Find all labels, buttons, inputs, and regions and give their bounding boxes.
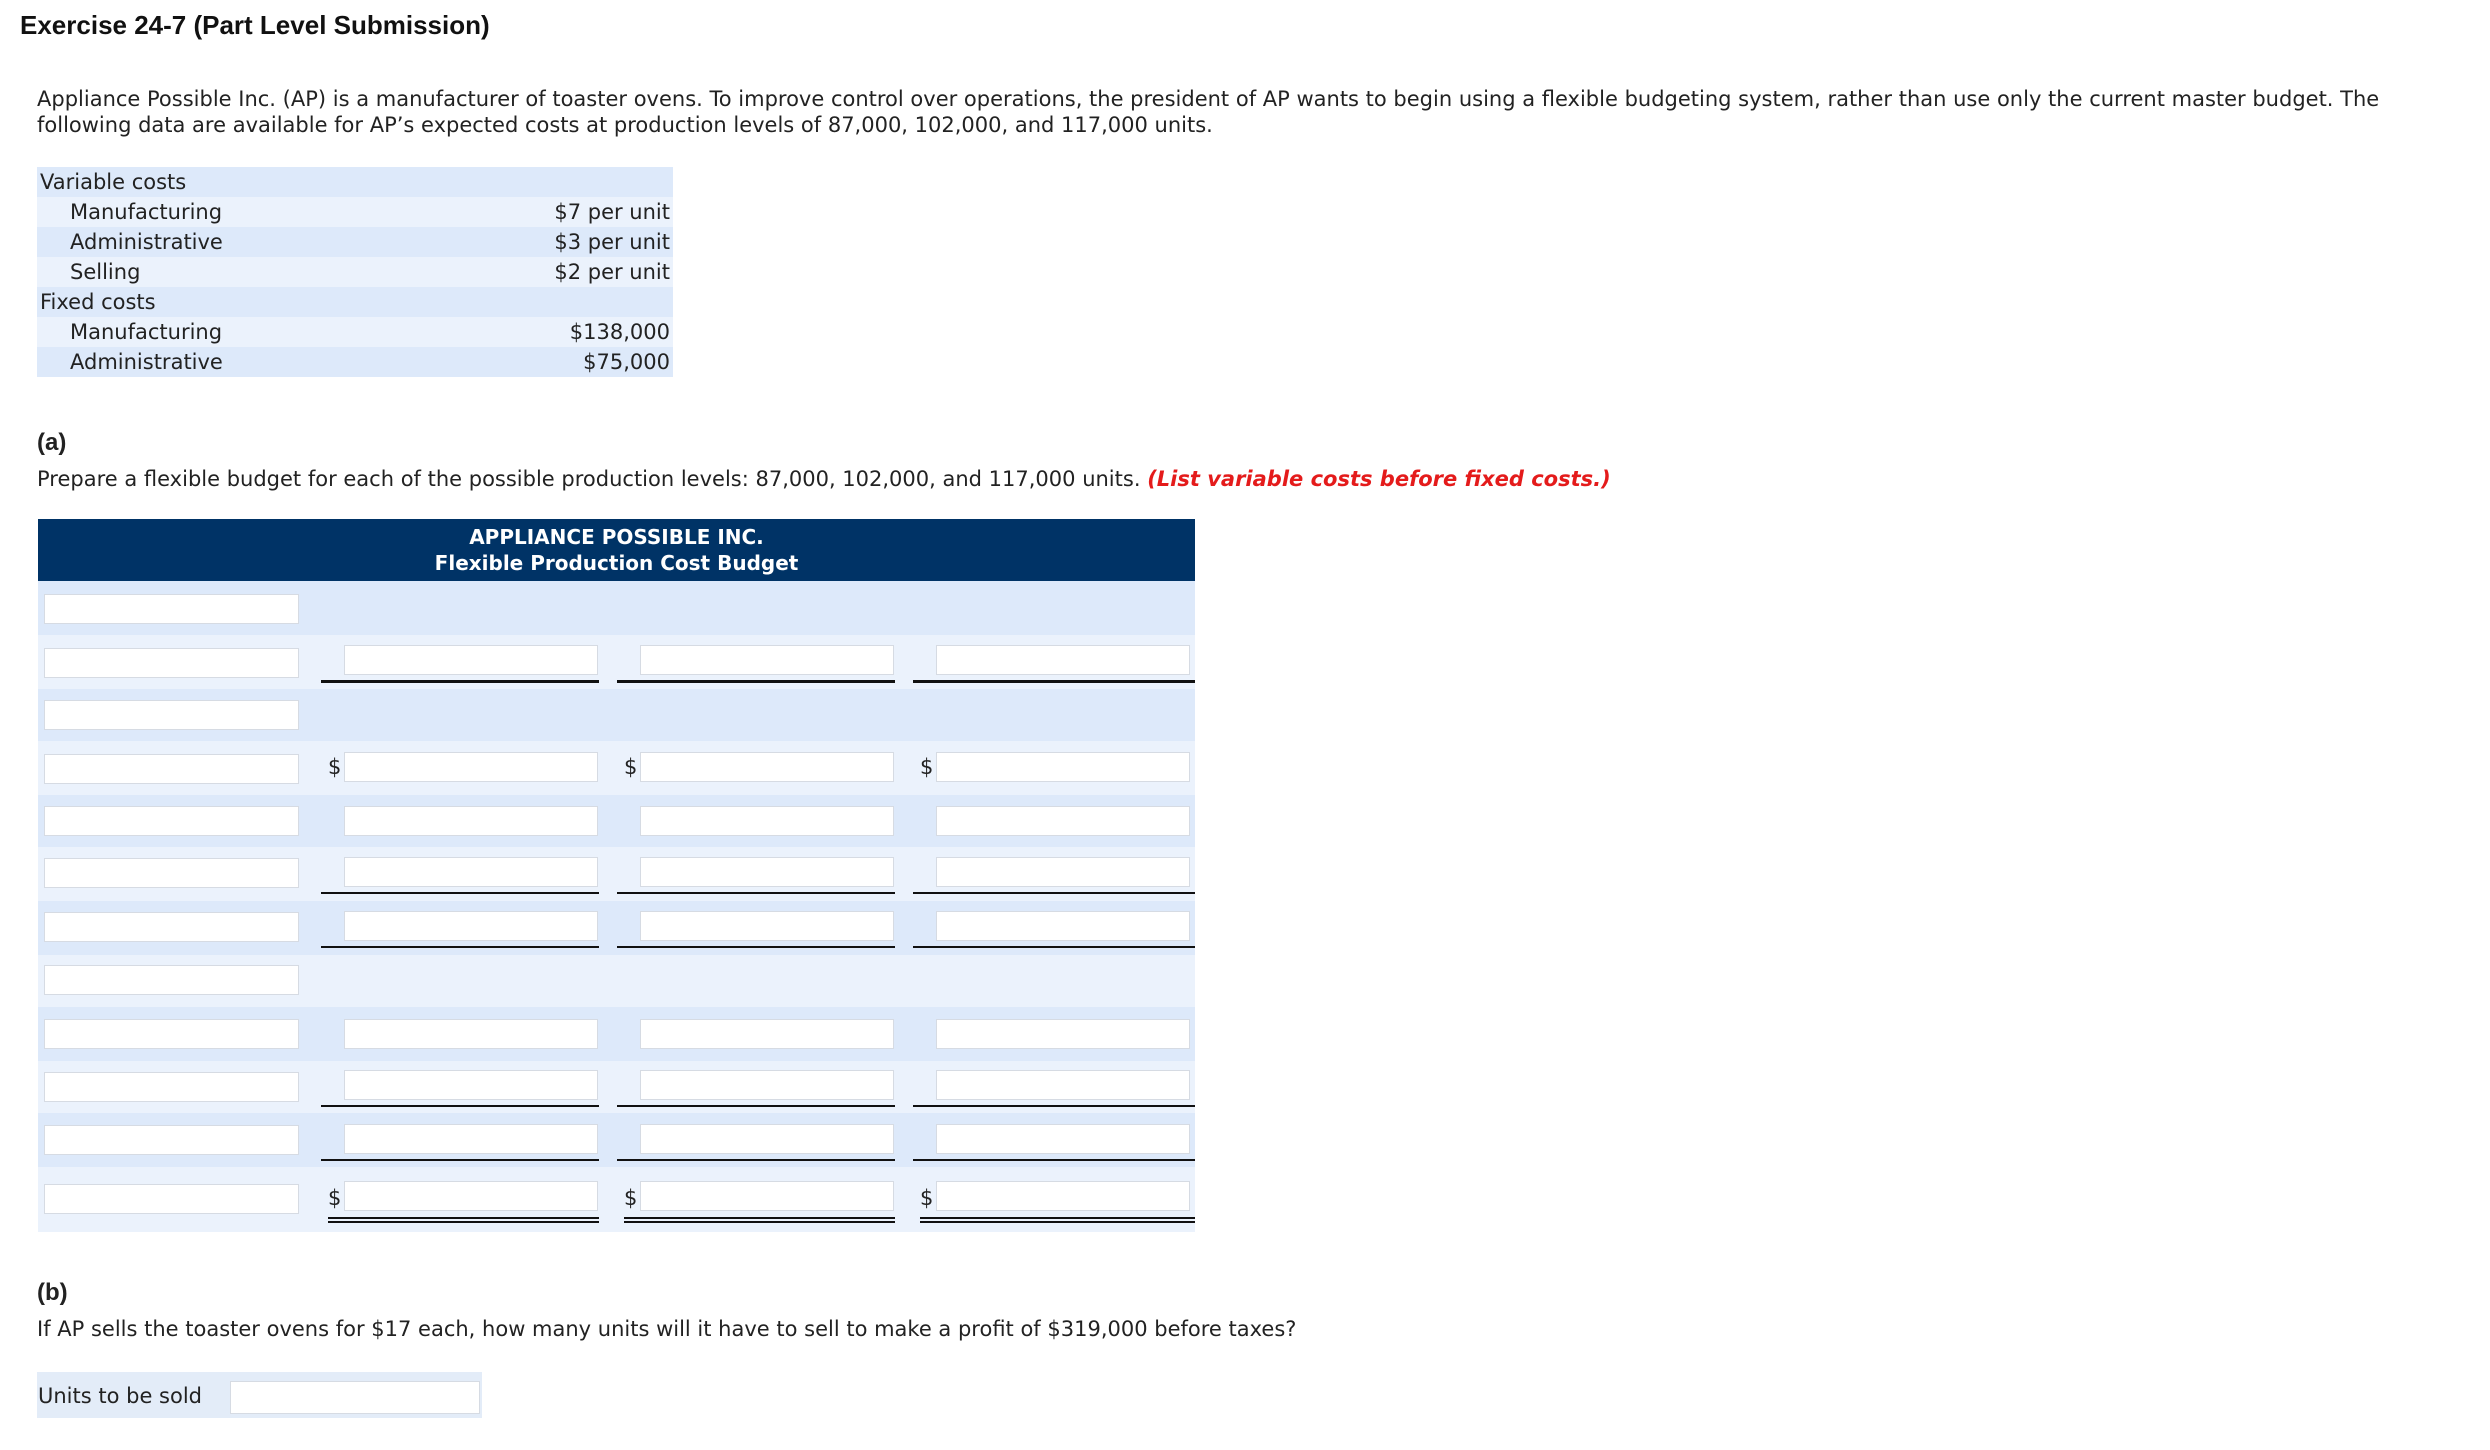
table-row (38, 847, 1195, 901)
column-underline (617, 946, 895, 948)
row-label-input[interactable] (44, 1019, 299, 1049)
given-value: $7 per unit (554, 200, 670, 224)
row-label-input[interactable] (44, 912, 299, 942)
given-label: Manufacturing (70, 320, 223, 344)
row-label-input[interactable] (44, 648, 299, 678)
given-value: $75,000 (583, 350, 670, 374)
amount-input-col1[interactable] (344, 911, 598, 941)
amount-input-col2[interactable] (640, 806, 894, 836)
total-input-col1[interactable] (344, 1181, 598, 1211)
units-to-be-sold-row (37, 1372, 482, 1418)
dollar-sign: $ (920, 755, 934, 779)
row-label-input[interactable] (44, 754, 299, 784)
row-label-input[interactable] (44, 965, 299, 995)
amount-input-col3[interactable] (936, 911, 1190, 941)
double-underline (328, 1221, 599, 1223)
given-label: Variable costs (40, 170, 187, 194)
amount-input-col1[interactable] (344, 1124, 598, 1154)
column-underline (617, 1105, 895, 1107)
row-label-input[interactable] (44, 700, 299, 730)
column-underline (321, 1159, 599, 1161)
row-label-input[interactable] (44, 594, 299, 624)
column-underline (321, 946, 599, 948)
given-row (37, 287, 673, 317)
dollar-sign: $ (328, 755, 342, 779)
column-underline (913, 892, 1195, 894)
given-row (37, 167, 673, 197)
total-label-input[interactable] (44, 1184, 299, 1214)
flexible-budget-table (38, 519, 1195, 1232)
amount-input-col3[interactable] (936, 752, 1190, 782)
given-row (37, 197, 673, 227)
row-label-input[interactable] (44, 1072, 299, 1102)
table-row (38, 1007, 1195, 1061)
double-underline (328, 1217, 599, 1219)
part-a-instruction: (List variable costs before fixed costs.) (1147, 467, 1611, 491)
part-a-question (37, 467, 2437, 491)
amount-input-col2[interactable] (640, 645, 894, 675)
table-row (38, 581, 1195, 635)
given-data-table (37, 167, 673, 377)
amount-input-col1[interactable] (344, 1019, 598, 1049)
part-b-question: If AP sells the toaster ovens for $17 each, how many units will it have to sell to make a profit of $319,000 before taxes? (37, 1317, 1297, 1341)
given-value: $2 per unit (554, 260, 670, 284)
total-input-col2[interactable] (640, 1181, 894, 1211)
amount-input-col3[interactable] (936, 1019, 1190, 1049)
units-to-be-sold-label: Units to be sold (38, 1384, 203, 1408)
given-row (37, 347, 673, 377)
given-row (37, 257, 673, 287)
amount-input-col2[interactable] (640, 1124, 894, 1154)
table-row (38, 635, 1195, 689)
row-label-input[interactable] (44, 858, 299, 888)
amount-input-col3[interactable] (936, 806, 1190, 836)
intro-paragraph: Appliance Possible Inc. (AP) is a manufacturer of toaster ovens. To improve control over operations, the president of AP wants to begin using a flexible budgeting system, rather than use only the current master budget. The following data are available for AP’s expected costs at production levels of 87,000, 102,000, and 117,000 units. (37, 87, 2380, 137)
table-row (38, 1167, 1195, 1232)
given-value: $3 per unit (554, 230, 670, 254)
column-underline (617, 892, 895, 894)
given-label: Fixed costs (40, 290, 156, 314)
budget-table-title: Flexible Production Cost Budget (434, 551, 799, 575)
table-row (38, 901, 1195, 955)
given-label: Manufacturing (70, 200, 223, 224)
double-underline (920, 1217, 1195, 1219)
table-row (38, 1113, 1195, 1167)
column-underline (321, 1105, 599, 1107)
table-row (38, 689, 1195, 741)
dollar-sign: $ (328, 1186, 342, 1210)
part-a-question-text: Prepare a flexible budget for each of the possible production levels: 87,000, 102,000, and 117,000 units. (37, 467, 1141, 491)
double-underline (624, 1221, 895, 1223)
column-underline (617, 680, 895, 683)
table-row (38, 795, 1195, 847)
double-underline (920, 1221, 1195, 1223)
amount-input-col2[interactable] (640, 1019, 894, 1049)
amount-input-col2[interactable] (640, 857, 894, 887)
column-underline (913, 946, 1195, 948)
amount-input-col1[interactable] (344, 1070, 598, 1100)
column-underline (913, 1105, 1195, 1107)
column-underline (913, 1159, 1195, 1161)
budget-table-header (38, 519, 1195, 581)
amount-input-col2[interactable] (640, 752, 894, 782)
column-underline (617, 1159, 895, 1161)
given-label: Administrative (70, 230, 223, 254)
table-row (38, 955, 1195, 1007)
dollar-sign: $ (920, 1186, 934, 1210)
amount-input-col1[interactable] (344, 645, 598, 675)
amount-input-col3[interactable] (936, 857, 1190, 887)
given-row (37, 317, 673, 347)
amount-input-col2[interactable] (640, 911, 894, 941)
total-input-col3[interactable] (936, 1181, 1190, 1211)
given-label: Selling (70, 260, 141, 284)
row-label-input[interactable] (44, 806, 299, 836)
amount-input-col1[interactable] (344, 752, 598, 782)
column-underline (321, 892, 599, 894)
column-underline (321, 680, 599, 683)
units-to-be-sold-input[interactable] (230, 1381, 480, 1414)
table-row (38, 1061, 1195, 1113)
amount-input-col3[interactable] (936, 645, 1190, 675)
given-row (37, 227, 673, 257)
double-underline (624, 1217, 895, 1219)
amount-input-col3[interactable] (936, 1070, 1190, 1100)
dollar-sign: $ (624, 755, 638, 779)
amount-input-col1[interactable] (344, 806, 598, 836)
amount-input-col1[interactable] (344, 857, 598, 887)
dollar-sign: $ (624, 1186, 638, 1210)
part-b-heading: (b) (37, 1279, 68, 1306)
exercise-title: Exercise 24-7 (Part Level Submission) (20, 10, 490, 40)
table-row (38, 741, 1195, 795)
amount-input-col3[interactable] (936, 1124, 1190, 1154)
column-underline (913, 680, 1195, 683)
amount-input-col2[interactable] (640, 1070, 894, 1100)
given-value: $138,000 (569, 320, 670, 344)
given-label: Administrative (70, 350, 223, 374)
part-a-heading: (a) (37, 429, 67, 456)
budget-company-name: APPLIANCE POSSIBLE INC. (469, 525, 764, 549)
row-label-input[interactable] (44, 1125, 299, 1155)
